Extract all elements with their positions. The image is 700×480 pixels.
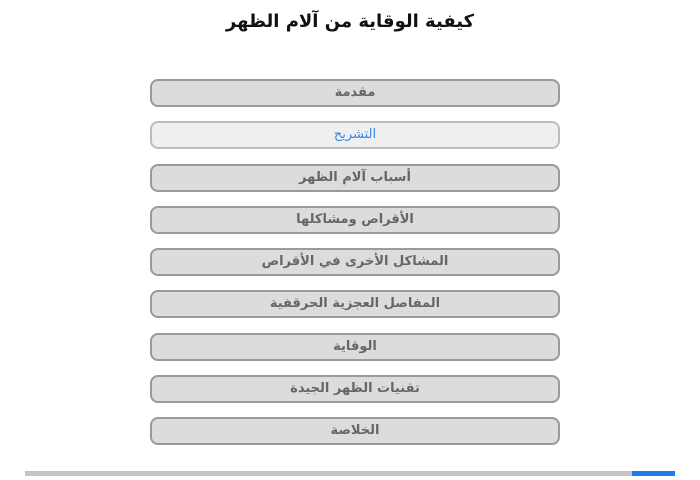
chapter-menu [150,79,560,459]
page-title: كيفية الوقاية من آلام الظهر [225,11,475,32]
menu-item-introduction[interactable]: مقدمة [150,79,560,107]
menu-item-causes[interactable]: أسباب آلام الظهر [150,164,560,192]
progress-bar-fill [632,471,675,476]
menu-item-sacroiliac-joints[interactable]: المفاصل العجزية الحرقفية [150,290,560,318]
menu-item-prevention[interactable]: الوقاية [150,333,560,361]
menu-item-anatomy[interactable]: التشريح [150,121,560,149]
menu-item-back-techniques[interactable]: تقنيات الظهر الجيدة [150,375,560,403]
menu-item-summary[interactable]: الخلاصة [150,417,560,445]
progress-bar [25,471,675,476]
menu-item-discs[interactable]: الأقراص ومشاكلها [150,206,560,234]
menu-item-other-disc-problems[interactable]: المشاكل الأخرى في الأقراص [150,248,560,276]
